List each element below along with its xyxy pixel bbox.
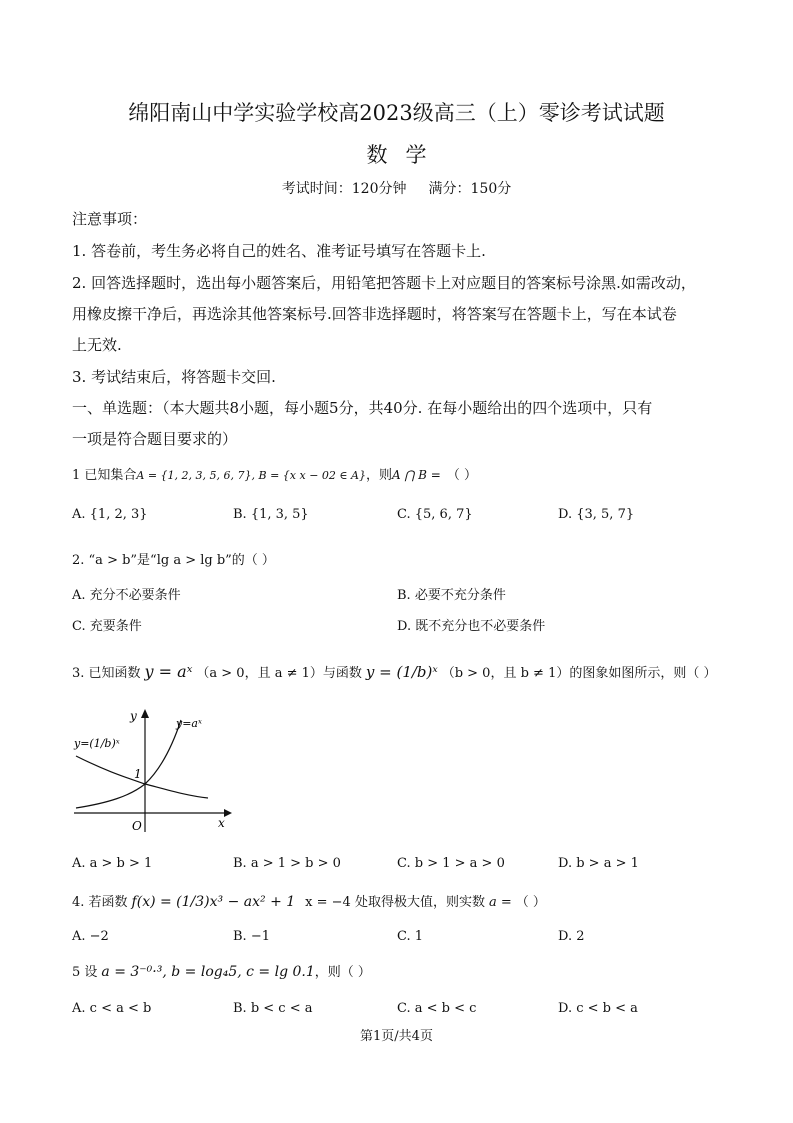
q1-sets: A = {1, 2, 3, 5, 6, 7}, B = {x x − 02 ∈ A} bbox=[136, 469, 366, 482]
q5-option-d: D. c < b < a bbox=[558, 1001, 638, 1016]
note-3: 3. 考试结束后，将答题卡交回. bbox=[72, 368, 276, 386]
q3-cond-1: （a > 0，且 a ≠ 1）与函数 bbox=[196, 666, 362, 681]
note-2-line-3: 上无效. bbox=[72, 336, 122, 354]
graph-label-one: 1 bbox=[134, 767, 142, 781]
q3-function-graph bbox=[68, 702, 238, 840]
q1-option-b: B. {1, 3, 5} bbox=[233, 507, 309, 522]
exam-info bbox=[0, 178, 793, 198]
q5-option-b: B. b < c < a bbox=[233, 1001, 313, 1016]
question-2-stem: 2. “a > b”是“lg a > lg b”的（ ） bbox=[72, 553, 275, 568]
graph-label-right-curve: y=aˣ bbox=[176, 717, 202, 730]
subject-title: 数学 bbox=[366, 143, 445, 167]
section-heading-line-1: 一、单选题：（本大题共8小题，每小题5分，共40分. 在每小题给出的四个选项中，只有 bbox=[72, 399, 653, 417]
exam-time: 考试时间：120分钟 bbox=[281, 181, 407, 197]
note-1: 1. 答卷前，考生务必将自己的姓名、准考证号填写在答题卡上. bbox=[72, 242, 486, 260]
exam-title: 绵阳南山中学实验学校高2023级高三（上）零诊考试试题 bbox=[128, 101, 665, 125]
q3-func-2: y = (1/b)ˣ bbox=[365, 663, 438, 681]
question-3-stem bbox=[72, 662, 716, 681]
q2-option-a: A. 充分不必要条件 bbox=[72, 588, 181, 603]
q1-option-c: C. {5, 6, 7} bbox=[397, 507, 473, 522]
question-1-stem bbox=[72, 464, 477, 483]
q3-option-b: B. a > 1 > b > 0 bbox=[233, 856, 341, 871]
q3-stem-a: 3. 已知函数 bbox=[72, 666, 141, 681]
q1-option-a: A. {1, 2, 3} bbox=[72, 507, 148, 522]
section-heading-line-2: 一项是符合题目要求的） bbox=[72, 430, 238, 448]
q1-expr: A ⋂ B = bbox=[392, 468, 441, 482]
note-2-line-1: 2. 回答选择题时，选出每小题答案后，用铅笔把答题卡上对应题目的答案标号涂黑.如需改动， bbox=[72, 274, 696, 292]
x-axis-arrow-icon bbox=[224, 809, 232, 817]
graph-label-x: x bbox=[218, 816, 225, 830]
q2-option-c: C. 充要条件 bbox=[72, 619, 142, 634]
q4-option-b: B. −1 bbox=[233, 929, 270, 944]
q3-func-1: y = aˣ bbox=[144, 662, 193, 681]
q1-prefix: 1 已知集合 bbox=[72, 468, 137, 483]
q4-blank: （ ） bbox=[515, 895, 546, 910]
q4-function: f(x) = (1/3)x³ − ax² + 1 bbox=[131, 894, 296, 910]
q4-option-c: C. 1 bbox=[397, 929, 424, 944]
notes-heading: 注意事项： bbox=[72, 210, 148, 228]
q4-option-d: D. 2 bbox=[558, 929, 585, 944]
question-4-stem bbox=[72, 891, 546, 910]
graph-label-left-curve: y=(1/b)ˣ bbox=[74, 737, 120, 750]
curve-one-over-b-power bbox=[76, 756, 208, 798]
q5-stem-b: ，则（ ） bbox=[314, 965, 371, 980]
q1-blank: （ ） bbox=[446, 468, 477, 483]
y-axis-arrow-icon bbox=[141, 709, 149, 718]
q1-suffix: ，则 bbox=[366, 468, 393, 483]
q5-option-a: A. c < a < b bbox=[72, 1001, 152, 1016]
q5-stem-a: 5 设 bbox=[72, 965, 98, 980]
q4-stem-b: x = −4 处取得极大值，则实数 bbox=[305, 895, 485, 910]
q5-option-c: C. a < b < c bbox=[397, 1001, 477, 1016]
exam-score: 满分：150分 bbox=[428, 181, 512, 197]
q3-option-c: C. b > 1 > a > 0 bbox=[397, 856, 505, 871]
q2-option-b: B. 必要不充分条件 bbox=[397, 588, 506, 603]
q3-cond-2: （b > 0，且 b ≠ 1）的图象如图所示，则（ ） bbox=[441, 666, 717, 681]
q4-stem-a: 4. 若函数 bbox=[72, 895, 128, 910]
q2-option-d: D. 既不充分也不必要条件 bbox=[397, 619, 546, 634]
q4-var: a = bbox=[488, 895, 512, 910]
q3-option-d: D. b > a > 1 bbox=[558, 856, 639, 871]
q5-defs: a = 3⁻⁰·³, b = log₄5, c = lg 0.1 bbox=[101, 964, 315, 980]
page-number: 第1页/共4页 bbox=[360, 1029, 433, 1044]
question-5-stem bbox=[72, 961, 371, 980]
graph-label-y: y bbox=[130, 709, 137, 723]
note-2-line-2: 用橡皮擦干净后，再选涂其他答案标号.回答非选择题时，将答案写在答题卡上，写在本试卷 bbox=[72, 305, 677, 323]
q3-option-a: A. a > b > 1 bbox=[72, 856, 153, 871]
q1-option-d: D. {3, 5, 7} bbox=[558, 507, 635, 522]
graph-label-origin: O bbox=[132, 819, 142, 833]
q4-option-a: A. −2 bbox=[72, 929, 109, 944]
